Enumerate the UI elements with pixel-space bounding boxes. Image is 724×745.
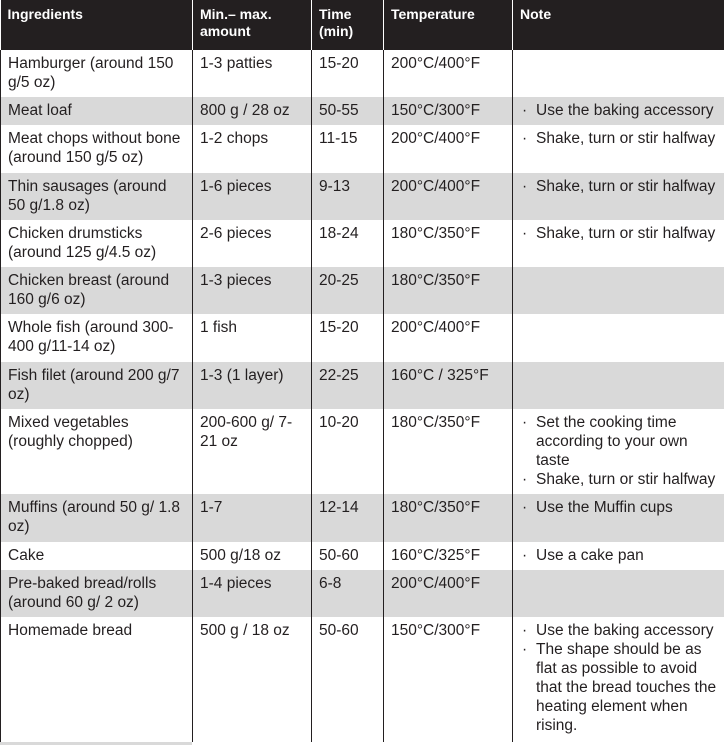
- note-cell: [513, 542, 724, 570]
- time-cell: 11-15: [312, 125, 384, 173]
- table-row: [1, 617, 724, 742]
- time-cell: 50-60: [312, 617, 384, 742]
- time-cell: 22-25: [312, 362, 384, 409]
- note-item: · Use the baking accessory: [520, 101, 719, 120]
- table-row: [1, 570, 724, 617]
- temperature-cell: 150°C/300°F: [384, 97, 513, 125]
- amount-cell: 1-3 (1 layer): [193, 362, 312, 409]
- note-cell: [513, 220, 724, 267]
- time-cell: 9-13: [312, 173, 384, 220]
- time-cell: 15-20: [312, 50, 384, 97]
- note-cell: [513, 97, 724, 125]
- note-cell: [513, 409, 724, 494]
- note-item: · Shake, turn or stir halfway: [520, 129, 719, 148]
- temperature-cell: 150°C/300°F: [384, 617, 513, 742]
- note-item: · Shake, turn or stir halfway: [520, 224, 719, 243]
- amount-cell: 1-3 patties: [193, 50, 312, 97]
- note-cell: [513, 50, 724, 97]
- note-item: · Use a cake pan: [520, 546, 719, 565]
- amount-cell: 500 g / 18 oz: [193, 617, 312, 742]
- table-row: [1, 314, 724, 362]
- time-cell: 50-55: [312, 97, 384, 125]
- time-cell: 50-60: [312, 542, 384, 570]
- temperature-cell: 180°C/350°F: [384, 494, 513, 542]
- temperature-cell: 200°C/400°F: [384, 570, 513, 617]
- note-item: · Shake, turn or stir halfway: [520, 470, 719, 489]
- time-cell: 6-8: [312, 570, 384, 617]
- note-cell: [513, 362, 724, 409]
- amount-cell: 500 g/18 oz: [193, 542, 312, 570]
- temperature-cell: 180°C/350°F: [384, 220, 513, 267]
- ingredient-cell: Pre-baked bread/rolls (around 60 g/ 2 oz): [1, 570, 193, 617]
- note-item: · Shake, turn or stir halfway: [520, 177, 719, 196]
- temperature-cell: 200°C/400°F: [384, 125, 513, 173]
- ingredient-cell: Chicken drumsticks (around 125 g/4.5 oz): [1, 220, 193, 267]
- ingredient-cell: Homemade bread: [1, 617, 193, 742]
- table-row: [1, 362, 724, 409]
- note-cell: [513, 494, 724, 542]
- temperature-cell: 200°C/400°F: [384, 173, 513, 220]
- table-body: [1, 50, 724, 742]
- ingredient-cell: Meat chops without bone (around 150 g/5 oz): [1, 125, 193, 173]
- amount-cell: 1-3 pieces: [193, 267, 312, 314]
- note-cell: [513, 267, 724, 314]
- note-list: [520, 498, 719, 517]
- table-row: [1, 267, 724, 314]
- table-row: [1, 173, 724, 220]
- note-cell: [513, 617, 724, 742]
- temperature-cell: 180°C/350°F: [384, 409, 513, 494]
- temperature-cell: 160°C/325°F: [384, 542, 513, 570]
- time-cell: 20-25: [312, 267, 384, 314]
- table-row: [1, 125, 724, 173]
- temperature-cell: 200°C/400°F: [384, 314, 513, 362]
- ingredient-cell: Hamburger (around 150 g/5 oz): [1, 50, 193, 97]
- note-list: [520, 177, 719, 196]
- header-time: Time (min): [312, 0, 384, 50]
- ingredient-cell: Meat loaf: [1, 97, 193, 125]
- temperature-cell: 180°C/350°F: [384, 267, 513, 314]
- note-item: · Use the baking accessory: [520, 621, 719, 640]
- note-cell: [513, 173, 724, 220]
- note-item: · The shape should be as flat as possible to avoid that the bread touches the heating element when rising.: [520, 640, 719, 735]
- amount-cell: 1-7: [193, 494, 312, 542]
- time-cell: 18-24: [312, 220, 384, 267]
- note-list: [520, 413, 719, 489]
- ingredient-cell: Chicken breast (around 160 g/6 oz): [1, 267, 193, 314]
- table-row: [1, 409, 724, 494]
- note-item: · Use the Muffin cups: [520, 498, 719, 517]
- amount-cell: 1 fish: [193, 314, 312, 362]
- table-row: [1, 542, 724, 570]
- amount-cell: 800 g / 28 oz: [193, 97, 312, 125]
- note-cell: [513, 314, 724, 362]
- amount-cell: 2-6 pieces: [193, 220, 312, 267]
- ingredient-cell: Fish filet (around 200 g/7 oz): [1, 362, 193, 409]
- header-amount: Min.– max. amount: [193, 0, 312, 50]
- table-header-row: [1, 0, 724, 50]
- header-note: Note: [513, 0, 724, 50]
- note-cell: [513, 125, 724, 173]
- table-row: [1, 220, 724, 267]
- temperature-cell: 200°C/400°F: [384, 50, 513, 97]
- time-cell: 10-20: [312, 409, 384, 494]
- note-list: [520, 224, 719, 243]
- header-temperature: Temperature: [384, 0, 513, 50]
- amount-cell: 200-600 g/ 7-21 oz: [193, 409, 312, 494]
- time-cell: 15-20: [312, 314, 384, 362]
- note-list: [520, 621, 719, 735]
- ingredient-cell: Muffins (around 50 g/ 1.8 oz): [1, 494, 193, 542]
- table-row: [1, 494, 724, 542]
- ingredient-cell: Cake: [1, 542, 193, 570]
- note-list: [520, 101, 719, 120]
- amount-cell: 1-6 pieces: [193, 173, 312, 220]
- table-row: [1, 97, 724, 125]
- temperature-cell: 160°C / 325°F: [384, 362, 513, 409]
- note-list: [520, 546, 719, 565]
- note-item: · Set the cooking time according to your own taste: [520, 413, 719, 470]
- amount-cell: 1-2 chops: [193, 125, 312, 173]
- ingredient-cell: Whole fish (around 300-400 g/11-14 oz): [1, 314, 193, 362]
- table-row: [1, 50, 724, 97]
- amount-cell: 1-4 pieces: [193, 570, 312, 617]
- header-ingredients: Ingredients: [1, 0, 193, 50]
- note-cell: [513, 570, 724, 617]
- time-cell: 12-14: [312, 494, 384, 542]
- note-list: [520, 129, 719, 148]
- ingredient-cell: Mixed vegetables (roughly chopped): [1, 409, 193, 494]
- ingredient-cell: Thin sausages (around 50 g/1.8 oz): [1, 173, 193, 220]
